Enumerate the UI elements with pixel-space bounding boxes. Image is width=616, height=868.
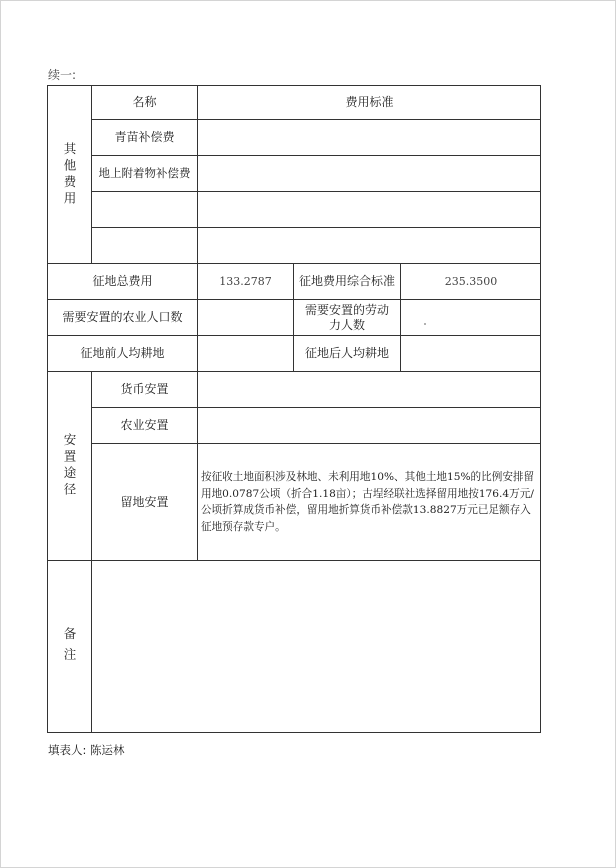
- other-fees-label: 其他费用: [62, 141, 77, 208]
- remarks-label: 备注: [62, 626, 77, 668]
- header-standard: 费用标准: [345, 95, 394, 109]
- header-name: 名称: [132, 95, 157, 109]
- total-fee-value: 133.2787: [219, 275, 272, 288]
- land-value: 按征收土地面积涉及林地、未利用地10%、其他土地15%的比例安排留用地0.0787公顷（折合1.18亩）；古埕经联社选择留用地按176.4万元/公顷折算成货币补偿，留用地折算货币补偿款13.8827万元已足额存入征地预存款专户。: [201, 471, 535, 533]
- labor-label: 需要安置的劳动力人数: [304, 302, 389, 332]
- before-value: [198, 336, 293, 371]
- fee-item-name: 青苗补偿费: [114, 130, 175, 144]
- labor-value: [401, 300, 541, 335]
- after-value: [401, 336, 541, 371]
- after-label: 征地后人均耕地: [304, 346, 389, 360]
- fee-item-name: [92, 192, 197, 227]
- total-fee-label: 征地总费用: [92, 274, 153, 288]
- filler-label: 填表人:: [48, 743, 87, 757]
- agri-pop-value: [198, 300, 293, 335]
- agri-pop-label: 需要安置的农业人口数: [62, 310, 183, 324]
- fee-item-name: [92, 228, 197, 263]
- continuation-label: 续一:: [48, 68, 77, 82]
- filler-line: [48, 742, 125, 758]
- fee-item-standard: [198, 228, 541, 263]
- fee-item-name: 地上附着物补偿费: [98, 166, 191, 180]
- agri-value: [198, 408, 541, 443]
- speck-mark: [424, 323, 426, 325]
- before-label: 征地前人均耕地: [80, 346, 165, 360]
- fee-item-standard: [198, 192, 541, 227]
- fee-item-standard: [198, 156, 541, 191]
- money-label: 货币安置: [120, 382, 169, 396]
- fee-item-standard: [198, 120, 541, 155]
- standard-value: 235.3500: [444, 275, 498, 288]
- money-value: [198, 372, 541, 407]
- resettlement-label: 安置途径: [62, 433, 77, 499]
- remarks-value: [92, 561, 541, 733]
- filler-name: 陈运林: [90, 743, 125, 757]
- land-label: 留地安置: [120, 494, 169, 509]
- agri-label: 农业安置: [120, 418, 169, 432]
- standard-label: 征地费用综合标准: [298, 274, 395, 288]
